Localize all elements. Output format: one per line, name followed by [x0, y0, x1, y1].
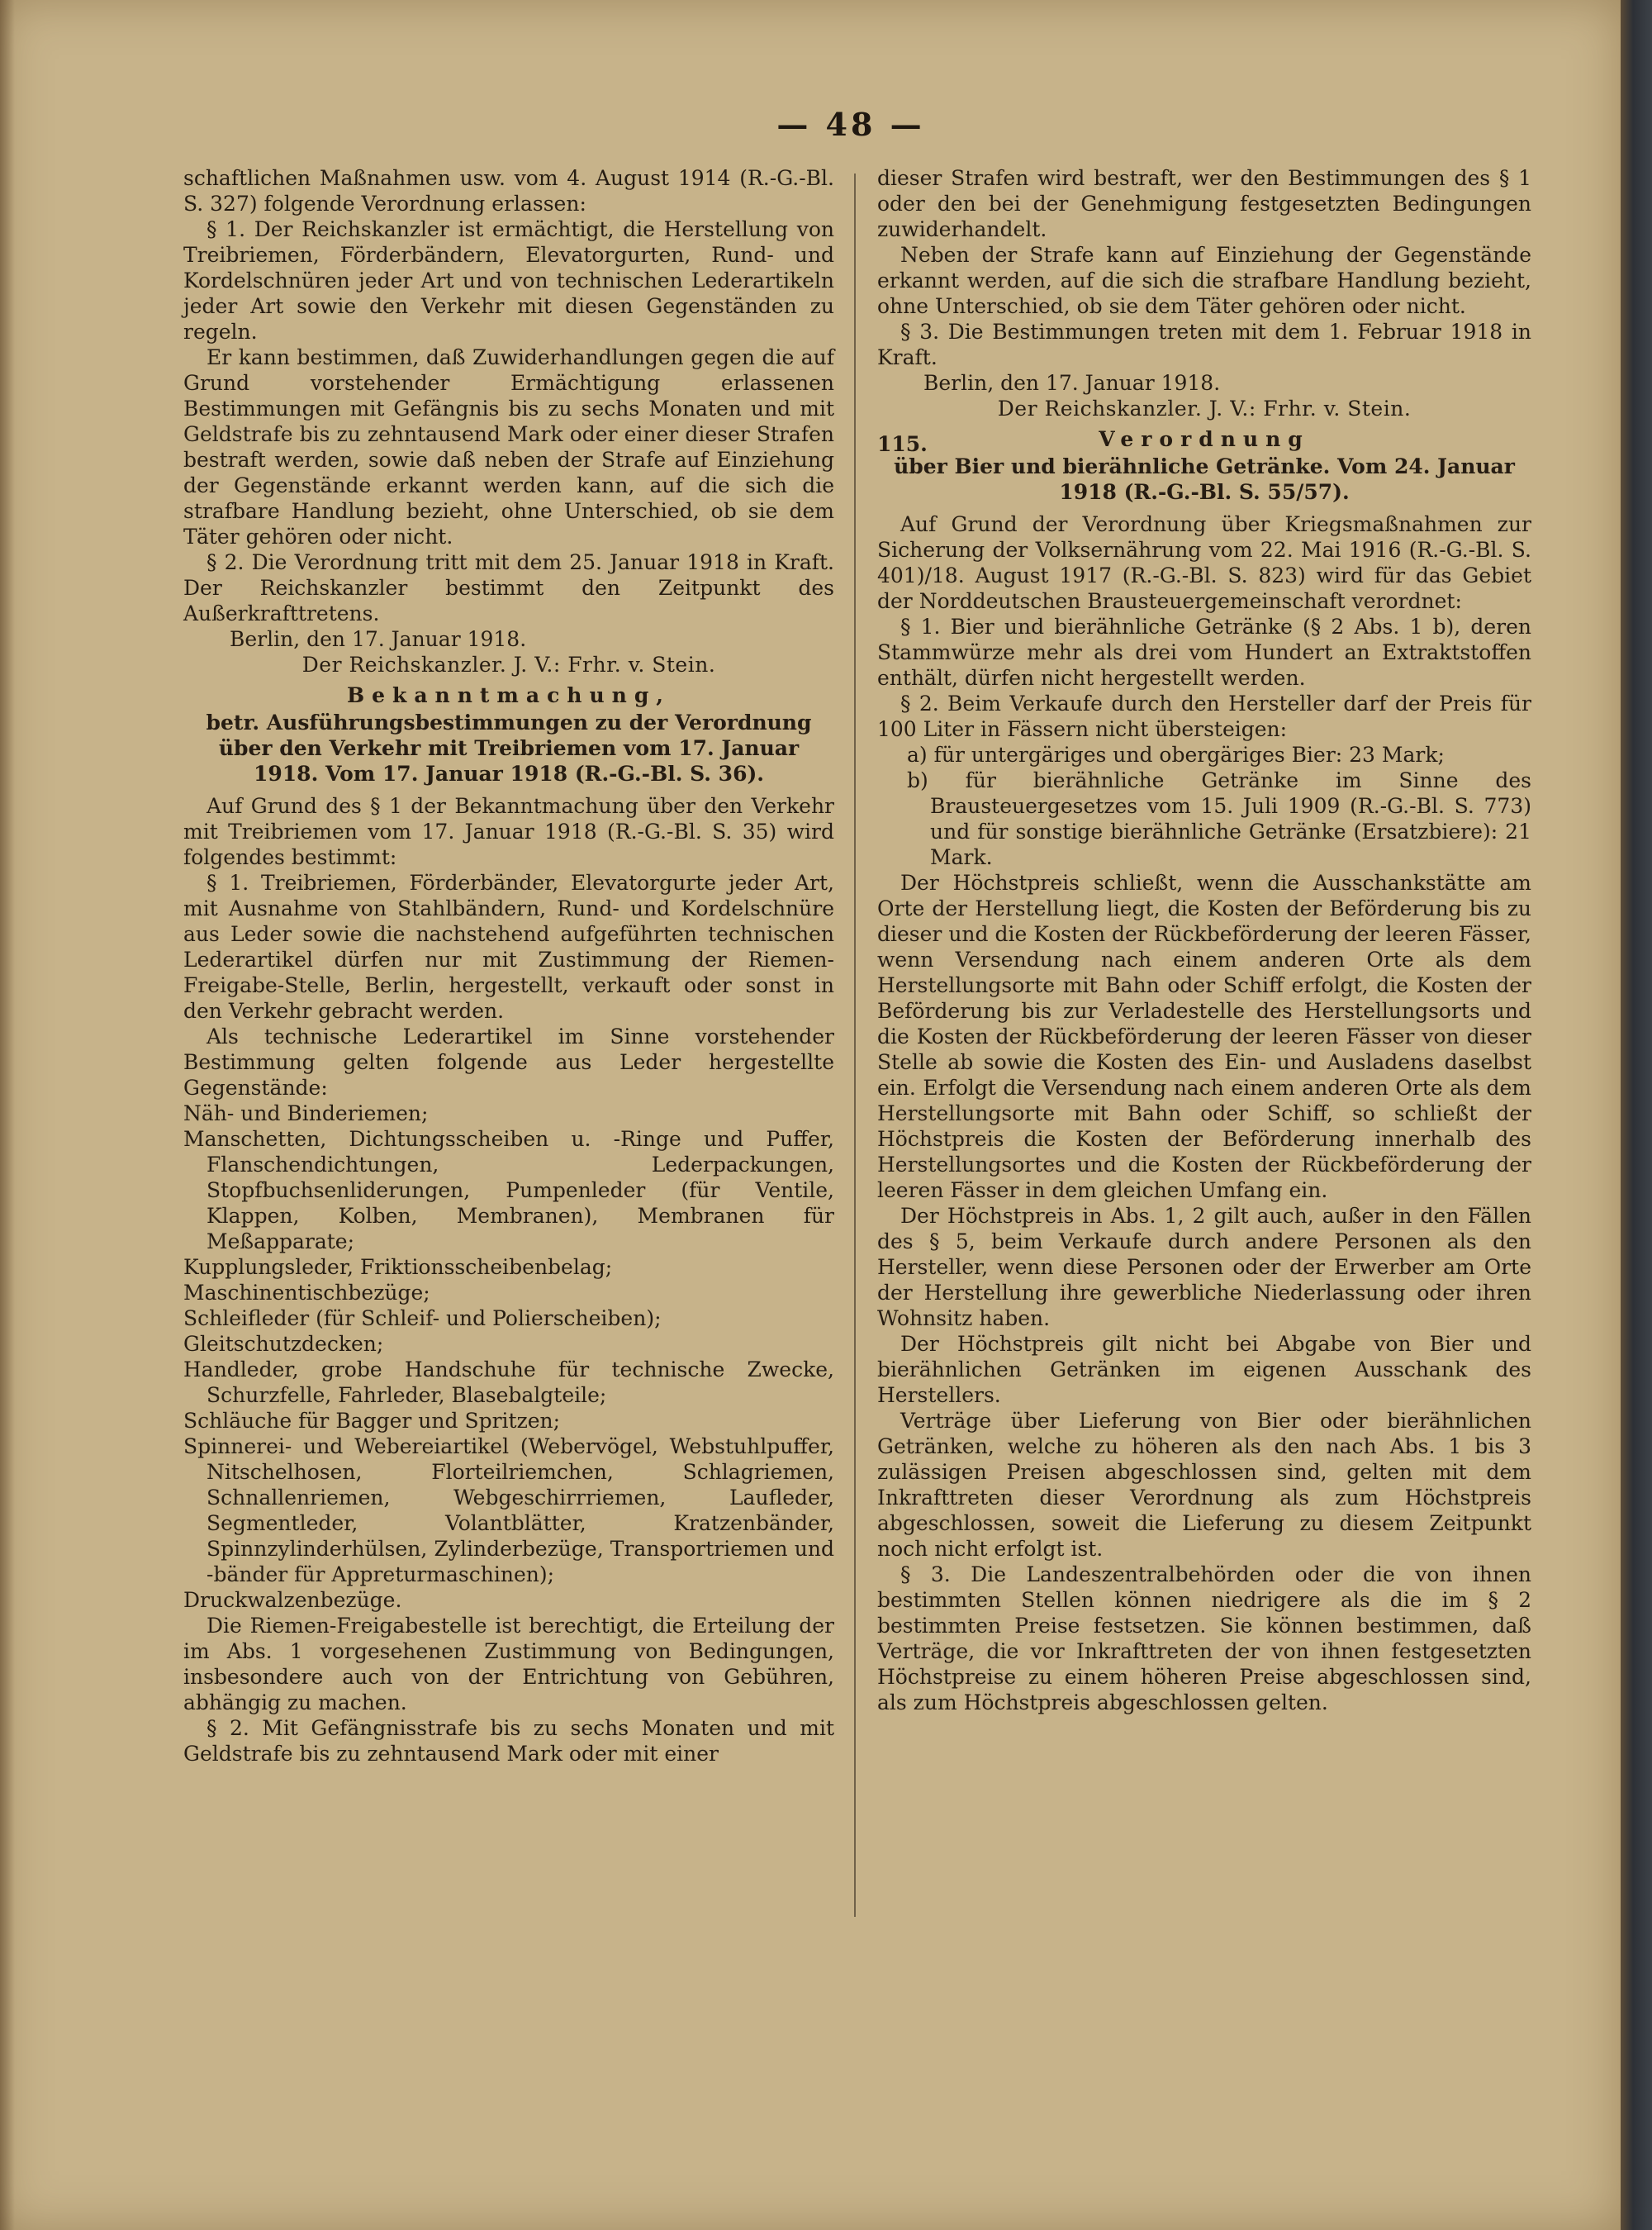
paragraph: Der Höchstpreis schließt, wenn die Ausschankstätte am Orte der Herstellung liegt, die Kosten der Beförderung bis zu dieser und die Kosten der Rückbeförderung der leeren Fässer, wenn Versendung nach einem anderen Orte als dem Herstellungsorte mit Bahn oder Schiff erfolgt, die Kosten der Beförderung bis zur Verladestelle des Herstellungsorts und die Kosten der Rückbeförderung der leeren Fässer von dieser Stelle ab sowie die Kosten des Ein- und Ausladens daselbst ein. Erfolgt die Versendung nach einem anderen Orte als dem Herstellungsorte mit Bahn oder Schiff, so schließt der Höchstpreis die Kosten der Beförderung innerhalb des Herstellungsortes und die Kosten der Rückbeförderung der leeren Fässer in dem gleichen Umfang ein.	[877, 871, 1531, 1202]
right-column	[877, 165, 1531, 1715]
list-item: Manschetten, Dichtungsscheiben u. -Ringe und Puffer, Flanschendichtungen, Lederpackungen, Stopfbuchsenliderungen, Pumpenleder (für Ventile, Klappen, Kolben, Membranen), Membranen für Meßapparate;	[183, 1127, 834, 1253]
section-subheading: betr. Ausführungsbestimmungen zu der Verordnung über den Verkehr mit Treibriemen vom 17. Januar 1918. Vom 17. Januar 1918 (R.-G.-Bl. S. 36).	[206, 711, 812, 786]
paragraph: Als technische Lederartikel im Sinne vorstehender Bestimmung gelten folgende aus Leder hergestellte Gegenstände:	[183, 1025, 834, 1100]
paragraph: § 3. Die Bestimmungen treten mit dem 1. Februar 1918 in Kraft.	[877, 320, 1531, 369]
list-item: Näh- und Binderiemen;	[183, 1101, 429, 1125]
signature-line: Der Reichskanzler. J. V.: Frhr. v. Stein.	[301, 653, 716, 677]
paragraph: Neben der Strafe kann auf Einziehung der Gegenstände erkannt werden, auf die sich die strafbare Handlung bezieht, ohne Unterschied, ob sie dem Täter gehören oder nicht.	[877, 243, 1531, 318]
list-item: Handleder, grobe Handschuhe für technische Zwecke, Schurzfelle, Fahrleder, Blasebalgteile;	[183, 1357, 834, 1407]
place-date: Berlin, den 17. Januar 1918.	[923, 371, 1221, 395]
place-date: Berlin, den 17. Januar 1918.	[230, 627, 527, 651]
list-item: Kupplungsleder, Friktionsscheibenbelag;	[183, 1255, 613, 1279]
list-item: Gleitschutzdecken;	[183, 1332, 384, 1356]
section-subheading: über Bier und bierähnliche Getränke. Vom 24. Januar 1918 (R.-G.-Bl. S. 55/57).	[894, 454, 1515, 504]
page-spine-shadow	[0, 0, 15, 2230]
signature-line: Der Reichskanzler. J. V.: Frhr. v. Stein.	[997, 397, 1412, 421]
list-item: a) für untergäriges und obergäriges Bier: 23 Mark;	[907, 743, 1445, 767]
paragraph: § 1. Bier und bierähnliche Getränke (§ 2 Abs. 1 b), deren Stammwürze mehr als drei vom Hundert an Extraktstoffen enthält, dürfen nicht hergestellt werden.	[877, 615, 1531, 690]
paragraph: § 2. Beim Verkaufe durch den Hersteller darf der Preis für 100 Liter in Fässern nicht übersteigen:	[877, 692, 1531, 741]
book-edge	[1621, 0, 1652, 2230]
list-item: b) für bierähnliche Getränke im Sinne des Brausteuergesetzes vom 15. Juli 1909 (R.-G.-Bl. S. 773) und für sonstige bierähnliche Getränke (Ersatzbiere): 21 Mark.	[907, 768, 1531, 869]
list-item: Maschinentischbezüge;	[183, 1281, 430, 1305]
list-item: Spinnerei- und Webereiartikel (Webervögel, Webstuhlpuffer, Nitschelhosen, Florteilriemchen, Schlagriemen, Schnallenriemen, Webgeschirrriemen, Laufleder, Segmentleder, Volantblätter, Kratzenbänder, Spinnzylinderhülsen, Zylinderbezüge, Transportriemen und -bänder für Appreturmaschinen);	[183, 1434, 834, 1586]
paragraph: § 1. Treibriemen, Förderbänder, Elevatorgurte jeder Art, mit Ausnahme von Stahlbändern, Rund- und Kordelschnüre aus Leder sowie die nachstehend aufgeführten technischen Lederartikel dürfen nur mit Zustimmung der Riemen-Freigabe-Stelle, Berlin, hergestellt, verkauft oder sonst in den Verkehr gebracht werden.	[183, 871, 834, 1023]
section-heading: Bekanntmachung,	[346, 683, 672, 707]
list-item: Schleifleder (für Schleif- und Polierscheiben);	[183, 1306, 662, 1330]
paragraph: Auf Grund der Verordnung über Kriegsmaßnahmen zur Sicherung der Volksernährung vom 22. Mai 1916 (R.-G.-Bl. S. 401)/18. August 1917 (R.-G.-Bl. S. 823) wird für das Gebiet der Norddeutschen Brausteuergemeinschaft verordnet:	[877, 512, 1531, 613]
paragraph: § 2. Die Verordnung tritt mit dem 25. Januar 1918 in Kraft. Der Reichskanzler bestimmt den Zeitpunkt des Außerkrafttretens.	[183, 550, 834, 625]
page-number: — 48 —	[776, 106, 925, 143]
paragraph: Der Höchstpreis in Abs. 1, 2 gilt auch, außer in den Fällen des § 5, beim Verkaufe durch andere Personen als den Hersteller, wenn diese Personen oder der Erwerber am Orte der Herstellung ihre gewerbliche Niederlassung oder ihren Wohnsitz haben.	[877, 1204, 1531, 1330]
section-heading: Verordnung	[1099, 427, 1310, 451]
paragraph: Die Riemen-Freigabestelle ist berechtigt, die Erteilung der im Abs. 1 vorgesehenen Zustimmung von Bedingungen, insbesondere auch von der Entrichtung von Gebühren, abhängig zu machen.	[183, 1614, 834, 1714]
column-divider	[854, 174, 856, 1917]
paragraph: Er kann bestimmen, daß Zuwiderhandlungen gegen die auf Grund vorstehender Ermächtigung erlassenen Bestimmungen mit Gefängnis bis zu sechs Monaten und mit Geldstrafe bis zu zehntausend Mark oder einer dieser Strafen bestraft werden, sowie daß neben der Strafe auf Einziehung der Gegenstände erkannt werden kann, auf die sich die strafbare Handlung bezieht, ohne Unterschied, ob sie dem Täter gehören oder nicht.	[183, 345, 834, 549]
ordinance-number: 115.	[877, 432, 928, 456]
list-item: Schläuche für Bagger und Spritzen;	[183, 1409, 561, 1433]
left-column	[183, 165, 834, 1766]
paragraph: Der Höchstpreis gilt nicht bei Abgabe von Bier und bierähnlichen Getränken im eigenen Ausschank des Herstellers.	[877, 1332, 1531, 1407]
paragraph: schaftlichen Maßnahmen usw. vom 4. August 1914 (R.-G.-Bl. S. 327) folgende Verordnung erlassen:	[183, 166, 834, 216]
paragraph: Auf Grund des § 1 der Bekanntmachung über den Verkehr mit Treibriemen vom 17. Januar 1918 (R.-G.-Bl. S. 35) wird folgendes bestimmt:	[183, 794, 834, 869]
paragraph: Verträge über Lieferung von Bier oder bierähnlichen Getränken, welche zu höheren als den nach Abs. 1 bis 3 zulässigen Preisen abgeschlossen sind, gelten mit dem Inkrafttreten dieser Verordnung als zum Höchstpreis abgeschlossen, soweit die Lieferung zu diesem Zeitpunkt noch nicht erfolgt ist.	[877, 1409, 1531, 1561]
paragraph: § 2. Mit Gefängnisstrafe bis zu sechs Monaten und mit Geldstrafe bis zu zehntausend Mark oder mit einer	[183, 1716, 834, 1766]
list-item: Druckwalzenbezüge.	[183, 1588, 402, 1612]
paragraph: § 1. Der Reichskanzler ist ermächtigt, die Herstellung von Treibriemen, Förderbändern, Elevatorgurten, Rund- und Kordelschnüren jeder Art und von technischen Lederartikeln jeder Art sowie den Verkehr mit diesen Gegenständen zu regeln.	[183, 217, 834, 344]
paragraph: dieser Strafen wird bestraft, wer den Bestimmungen des § 1 oder den bei der Genehmigung festgesetzten Bedingungen zuwiderhandelt.	[877, 166, 1531, 241]
paragraph: § 3. Die Landeszentralbehörden oder die von ihnen bestimmten Stellen können niedrigere als die im § 2 bestimmten Preise festsetzen. Sie können bestimmen, daß Verträge, die vor Inkrafttreten der von ihnen festgesetzten Höchstpreise zu einem höheren Preise abgeschlossen sind, als zum Höchstpreis abgeschlossen gelten.	[877, 1562, 1531, 1714]
